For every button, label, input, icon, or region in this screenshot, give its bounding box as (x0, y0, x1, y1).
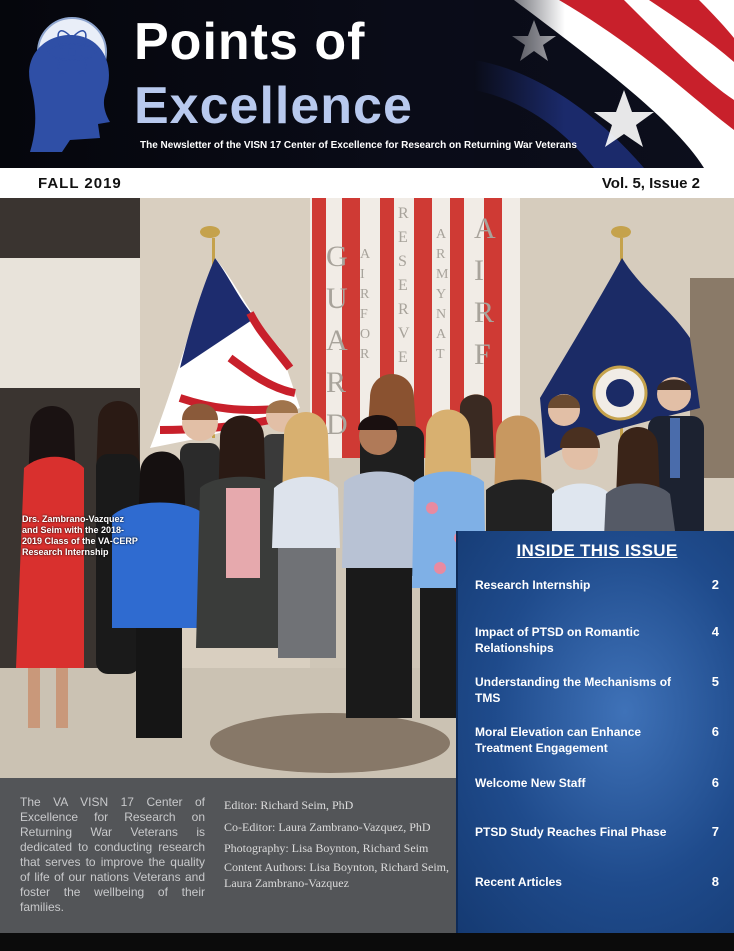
toc-item-label: Moral Elevation can Enhance Treatment Engagement (475, 725, 642, 755)
wall-letter: A (360, 247, 371, 262)
wall-letter: A (436, 327, 447, 342)
wall-letter: Y (436, 287, 447, 302)
wall-letter: E (398, 349, 408, 366)
toc-item-page: 6 (711, 775, 719, 790)
newsletter-tagline: The Newsletter of the VISN 17 Center of Excellence for Research on Returning War Veterans (140, 140, 577, 151)
toc-item-label: Research Internship (475, 578, 591, 592)
toc-item-page: 5 (711, 674, 719, 689)
mission-statement: The VA VISN 17 Center of Excellence for Research on Returning War Veterans is dedicated to conducting research that serves to improve the quality of life of our nations Veterans and foster the wellbeing of their families. (20, 795, 205, 914)
wall-letter: S (398, 253, 407, 270)
wall-letter: A (474, 212, 496, 245)
toc-item-label: Impact of PTSD on Romantic Relationships (475, 625, 640, 655)
brain-head-logo (10, 12, 120, 152)
wall-letter: U (326, 282, 348, 315)
photo-caption: Drs. Zambrano-Vazquez and Seim with the 2018-2019 Class of the VA-CERP Research Internship (22, 514, 138, 557)
wall-letter: R (360, 347, 370, 362)
wall-letter: R (398, 205, 409, 222)
inside-this-issue-panel (456, 531, 734, 933)
wall-letter: F (360, 307, 368, 322)
toc-item-page: 8 (711, 874, 719, 889)
wall-letter: I (474, 254, 484, 287)
wall-letter: A (326, 324, 348, 357)
wall-letter: V (398, 325, 410, 342)
masthead (0, 0, 734, 168)
newsletter-title-line-1: Points of (134, 13, 366, 71)
wall-letter: D (326, 408, 348, 441)
content-authors-credit: Content Authors: Lisa Boynton, Richard Seim, Laura Zambrano-Vazquez (224, 860, 449, 890)
wall-letter: R (326, 366, 347, 399)
toc-item-label: PTSD Study Reaches Final Phase (475, 825, 667, 839)
toc-item-label: Welcome New Staff (475, 776, 586, 790)
issue-volume: Vol. 5, Issue 2 (601, 175, 700, 192)
toc-item-label: Understanding the Mechanisms of TMS (475, 675, 672, 705)
wall-letter: R (436, 247, 446, 262)
wall-letter: F (474, 338, 491, 371)
issue-season: FALL 2019 (38, 175, 122, 192)
photography-credit: Photography: Lisa Boynton, Richard Seim (224, 841, 429, 855)
wall-letter: T (436, 347, 445, 362)
editor-credit: Editor: Richard Seim, PhD (224, 798, 354, 812)
wall-letter: E (398, 229, 408, 246)
toc-item-page: 6 (711, 724, 719, 739)
toc-item-page: 4 (711, 624, 719, 639)
toc-item-page: 7 (711, 824, 719, 839)
toc-item-page: 2 (711, 577, 719, 592)
wall-letter: G (326, 240, 348, 273)
inside-this-issue-title: INSIDE THIS ISSUE (516, 541, 678, 560)
wall-letter: M (436, 267, 449, 282)
toc-item-label: Recent Articles (475, 875, 562, 889)
newsletter-title-line-2: Excellence (134, 77, 413, 135)
wall-letter: R (398, 301, 409, 318)
co-editor-credit: Co-Editor: Laura Zambrano-Vazquez, PhD (224, 820, 431, 834)
bottom-bar (0, 933, 734, 951)
wall-letter: A (436, 227, 447, 242)
wall-letter: N (436, 307, 447, 322)
wall-letter: E (398, 277, 408, 294)
wall-letter: R (474, 296, 495, 329)
wall-letter: I (360, 267, 365, 282)
wall-letter: O (360, 327, 371, 342)
wall-letter: R (360, 287, 370, 302)
